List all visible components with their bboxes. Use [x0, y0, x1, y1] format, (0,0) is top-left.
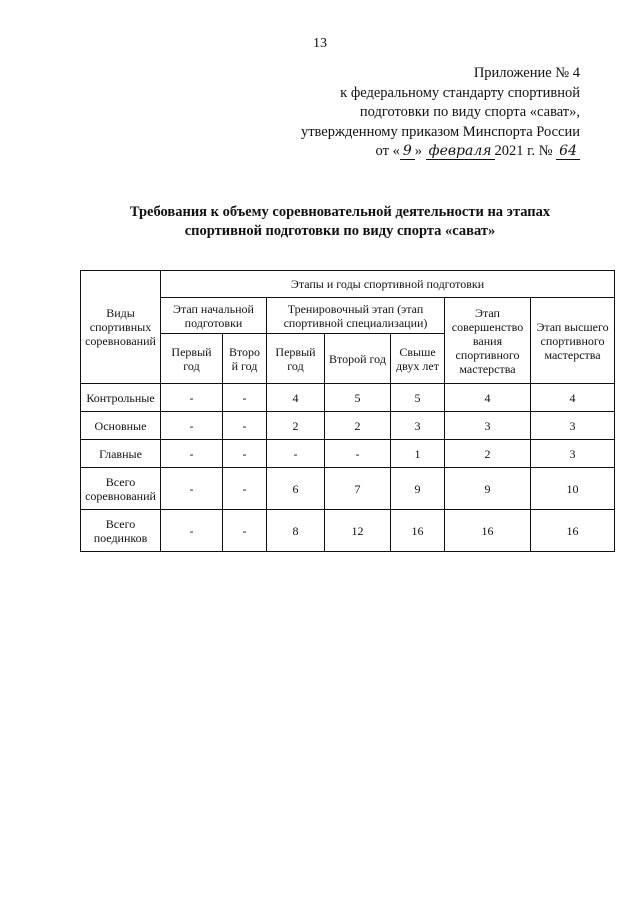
cell-value: 3 [445, 412, 531, 440]
order-date-line [301, 142, 580, 162]
order-day-handwritten: 9 [400, 143, 415, 160]
header-year-training-first: Первый год [267, 334, 325, 384]
order-mid: » [414, 143, 422, 159]
cell-value: 4 [445, 384, 531, 412]
order-number-handwritten: 64 [556, 143, 580, 160]
table-row [81, 384, 615, 412]
page-number: 13 [313, 36, 327, 51]
cell-value: 4 [531, 384, 615, 412]
cell-value: - [223, 468, 267, 510]
cell-value: 12 [325, 510, 391, 552]
document-title [40, 203, 640, 241]
header-stage-initial: Этап начальной подготовки [161, 298, 267, 334]
header-year-initial-second: Второ й год [223, 334, 267, 384]
row-label: Всего соревнований [81, 468, 161, 510]
cell-value: 3 [531, 440, 615, 468]
order-month-handwritten: февраля [426, 143, 495, 160]
cell-value: - [161, 412, 223, 440]
order-year: 2021 г. № [494, 143, 553, 159]
cell-value: - [325, 440, 391, 468]
appendix-title: Приложение № 4 [473, 65, 580, 81]
table-row [81, 440, 615, 468]
cell-value: 8 [267, 510, 325, 552]
cell-value: 16 [445, 510, 531, 552]
header-competition-types: Виды спортивных соревнований [81, 271, 161, 384]
header-stage-improvement: Этап совершенство вания спортивного мастерства [445, 298, 531, 384]
cell-value: 9 [445, 468, 531, 510]
cell-value: 9 [391, 468, 445, 510]
cell-value: 5 [391, 384, 445, 412]
title-line-1: Требования к объему соревновательной деятельности на этапах [129, 204, 551, 220]
order-prefix: от « [375, 143, 400, 159]
title-line-2: спортивной подготовки по виду спорта «сават» [184, 223, 496, 239]
cell-value: 4 [267, 384, 325, 412]
cell-value: 3 [391, 412, 445, 440]
cell-value: - [223, 440, 267, 468]
cell-value: 1 [391, 440, 445, 468]
table-row [81, 468, 615, 510]
appendix-line-2: к федеральному стандарту спортивной [340, 84, 580, 101]
requirements-table [80, 270, 615, 552]
cell-value: - [161, 384, 223, 412]
table-row [81, 510, 615, 552]
cell-value: 3 [531, 412, 615, 440]
header-year-training-over-two: Свыше двух лет [391, 334, 445, 384]
appendix-line-4: утвержденному приказом Минспорта России [300, 123, 580, 140]
row-label: Контрольные [81, 384, 161, 412]
appendix-block [301, 64, 580, 162]
cell-value: 10 [531, 468, 615, 510]
header-year-training-second: Второй год [325, 334, 391, 384]
cell-value: 16 [531, 510, 615, 552]
cell-value: - [223, 510, 267, 552]
cell-value: - [223, 412, 267, 440]
cell-value: - [223, 384, 267, 412]
row-label: Главные [81, 440, 161, 468]
header-year-initial-first: Первый год [161, 334, 223, 384]
appendix-line-3: подготовки по виду спорта «сават», [359, 104, 580, 120]
header-stage-training: Тренировочный этап (этап спортивной специализации) [267, 298, 445, 334]
row-label: Основные [81, 412, 161, 440]
cell-value: 7 [325, 468, 391, 510]
header-stages-years: Этапы и годы спортивной подготовки [161, 271, 615, 298]
cell-value: 16 [391, 510, 445, 552]
cell-value: - [161, 468, 223, 510]
cell-value: 5 [325, 384, 391, 412]
cell-value: 2 [267, 412, 325, 440]
header-stage-higher: Этап высшего спортивного мастерства [531, 298, 615, 384]
cell-value: 2 [325, 412, 391, 440]
cell-value: 6 [267, 468, 325, 510]
cell-value: - [267, 440, 325, 468]
cell-value: 2 [445, 440, 531, 468]
table-row [81, 412, 615, 440]
row-label: Всего поединков [81, 510, 161, 552]
cell-value: - [161, 440, 223, 468]
cell-value: - [161, 510, 223, 552]
